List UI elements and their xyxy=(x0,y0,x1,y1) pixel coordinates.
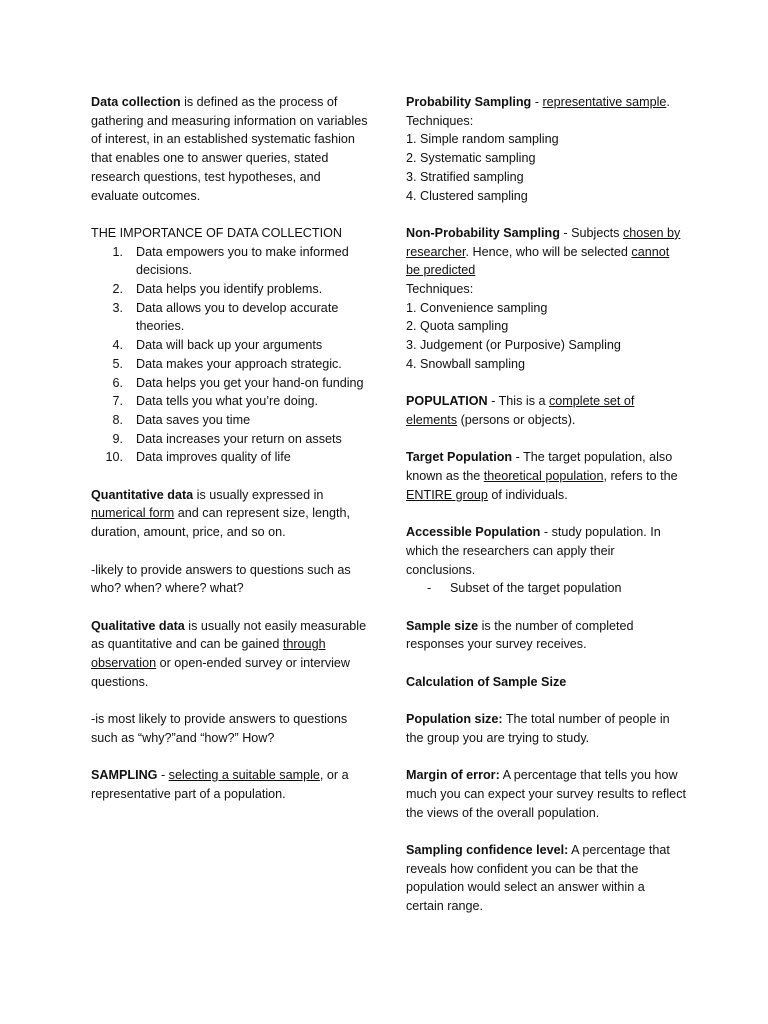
list-item: 10. Data improves quality of life xyxy=(105,450,291,465)
list-item: 2. Data helps you identify problems. xyxy=(112,282,323,297)
quantitative-definition: Quantitative data is usually expressed in numerical form and can represent size, length, duration, amount, price, and so on. xyxy=(91,487,351,540)
list-item: 4. Clustered sampling xyxy=(406,188,528,203)
confidence-level-definition: Sampling confidence level: A percentage that reveals how confident you can be that the population would select an answer within a certain range. xyxy=(406,842,670,914)
population-size-definition: Population size: The total number of people in the group you are trying to study. xyxy=(406,712,670,745)
quantitative-note: -likely to provide answers to questions such as who? when? where? what? xyxy=(91,562,351,596)
qualitative-definition: Qualitative data is usually not easily measurable as quantitative and can be gained through observation or open-ended survey or interview questions. xyxy=(91,618,367,689)
target-population-definition: Target Population - The target population, also known as the theoretical population, refers to the ENTIRE group of individuals. xyxy=(406,450,678,502)
probability-sampling-definition: Probability Sampling - representative sample. xyxy=(406,95,670,109)
list-item: 1. Simple random sampling xyxy=(406,132,559,147)
term: Data collection xyxy=(91,95,181,109)
techniques-label: Techniques: xyxy=(406,282,474,297)
sample-size-definition: Sample size is the number of completed responses your survey receives. xyxy=(406,618,634,652)
non-probability-sampling-definition: Non-Probability Sampling - Subjects chosen by researcher. Hence, who will be selected cannot be predicted xyxy=(406,225,681,278)
list-item: 2. Quota sampling xyxy=(406,319,509,334)
qualitative-note: -is most likely to provide answers to questions such as “why?”and “how?” How? xyxy=(91,712,348,745)
sampling-definition: SAMPLING - selecting a suitable sample, or a representative part of a population. xyxy=(91,768,349,801)
list-item: 3. Stratified sampling xyxy=(406,169,524,184)
list-item: 8. Data saves you time xyxy=(112,412,251,427)
list-item: 1. Data empowers you to make informed decisions. xyxy=(112,244,349,278)
list-item: 3. Judgement (or Purposive) Sampling xyxy=(406,338,621,353)
list-item: 6. Data helps you get your hand-on funding xyxy=(112,375,364,390)
list-item: 4. Data will back up your arguments xyxy=(112,338,323,353)
importance-heading: THE IMPORTANCE OF DATA COLLECTION xyxy=(91,225,342,240)
left-column xyxy=(91,93,371,804)
list-item: 3. Data allows you to develop accurate theories. xyxy=(112,300,339,334)
accessible-population-definition: Accessible Population - study population. In which the researchers can apply their conclusions. xyxy=(406,525,661,577)
list-item: 7. Data tells you what you’re doing. xyxy=(112,394,319,409)
calculation-heading: Calculation of Sample Size xyxy=(406,674,567,689)
techniques-label: Techniques: xyxy=(406,113,474,128)
list-item: 9. Data increases your return on assets xyxy=(112,431,342,446)
data-collection-definition: Data collection is defined as the process of gathering and measuring information on variables of interest, in an established systematic fashion that enables one to answer queries, stated research questions, test hypotheses, and evaluate outcomes. xyxy=(91,95,368,203)
list-item: 1. Convenience sampling xyxy=(406,300,548,315)
accessible-population-subpoint: - Subset of the target population xyxy=(427,581,622,596)
list-item: 5. Data makes your approach strategic. xyxy=(112,356,342,371)
list-item: 2. Systematic sampling xyxy=(406,151,536,166)
margin-of-error-definition: Margin of error: A percentage that tells you how much you can expect your survey results to reflect the views of the overall population. xyxy=(406,768,686,820)
list-item: 4. Snowball sampling xyxy=(406,356,526,371)
population-definition: POPULATION - This is a complete set of elements (persons or objects). xyxy=(406,394,635,427)
importance-list xyxy=(91,243,371,467)
right-column xyxy=(406,93,686,916)
